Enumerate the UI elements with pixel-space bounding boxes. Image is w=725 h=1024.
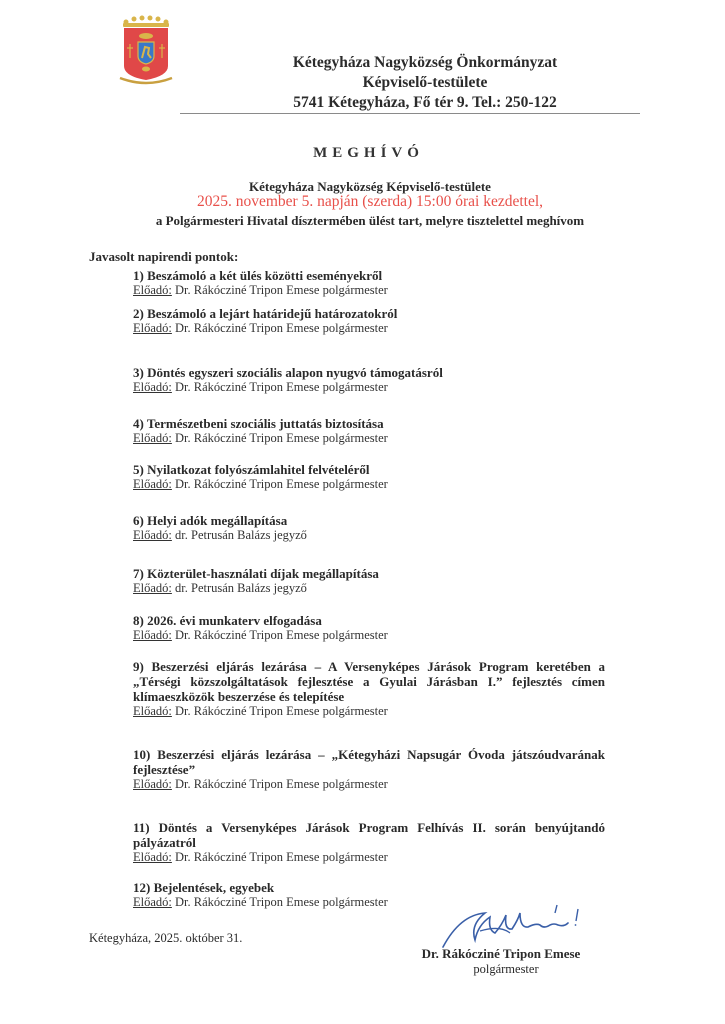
presenter-name: Dr. Rákócziné Tripon Emese polgármester: [175, 895, 388, 909]
presenter-label: Előadó:: [133, 895, 172, 909]
intro-venue: a Polgármesteri Hivatal dísztermében ülést tart, melyre tisztelettel meghívom: [155, 213, 585, 228]
agenda-item: [133, 268, 605, 298]
presenter-label: Előadó:: [133, 628, 172, 642]
presenter-name: dr. Petrusán Balázs jegyző: [175, 528, 307, 542]
place-date: Kétegyháza, 2025. október 31.: [89, 931, 243, 945]
document-title: MEGHÍVÓ: [313, 145, 424, 161]
presenter-name: Dr. Rákócziné Tripon Emese polgármester: [175, 704, 388, 718]
agenda-item: [133, 462, 605, 492]
agenda-item-presenter: [133, 704, 605, 719]
presenter-label: Előadó:: [133, 431, 172, 445]
signer-name: Dr. Rákócziné Tripon Emese: [421, 946, 581, 961]
agenda-item-presenter: [133, 380, 605, 395]
presenter-name: Dr. Rákócziné Tripon Emese polgármester: [175, 477, 388, 491]
agenda-item: [133, 513, 605, 543]
agenda-label: Javasolt napirendi pontok:: [89, 249, 239, 264]
agenda-item: [133, 306, 605, 336]
agenda-item-title: 7) Közterület-használati díjak megállapítása: [133, 566, 379, 581]
agenda-item-title: 5) Nyilatkozat folyószámlahitel felvételéről: [133, 462, 370, 477]
presenter-name: Dr. Rákócziné Tripon Emese polgármester: [175, 431, 388, 445]
agenda-item-title: 2) Beszámoló a lejárt határidejű határozatokról: [133, 306, 398, 321]
presenter-name: Dr. Rákócziné Tripon Emese polgármester: [175, 628, 388, 642]
agenda-item: [133, 659, 605, 719]
agenda-item-title: 11) Döntés a Versenyképes Járások Program Felhívás II. során benyújtandó pályázatról: [133, 820, 605, 850]
presenter-name: Dr. Rákócziné Tripon Emese polgármester: [175, 380, 388, 394]
agenda-item-presenter: [133, 283, 605, 298]
presenter-name: Dr. Rákócziné Tripon Emese polgármester: [175, 321, 388, 335]
presenter-label: Előadó:: [133, 380, 172, 394]
presenter-name: Dr. Rákócziné Tripon Emese polgármester: [175, 850, 388, 864]
agenda-item-title: 9) Beszerzési eljárás lezárása – A Versenyképes Járások Program keretében a „Térségi közszolgáltatások fejlesztése a Gyulai Járásban I.” fejlesztés címen klímaeszközök beszerzése és telepítése: [133, 659, 605, 704]
meeting-datetime: 2025. november 5. napján (szerda) 15:00 órai kezdettel,: [196, 193, 544, 210]
presenter-label: Előadó:: [133, 581, 172, 595]
agenda-item-title: 12) Bejelentések, egyebek: [133, 880, 275, 895]
presenter-label: Előadó:: [133, 528, 172, 542]
agenda-item-title: 6) Helyi adók megállapítása: [133, 513, 288, 528]
presenter-name: Dr. Rákócziné Tripon Emese polgármester: [175, 283, 388, 297]
presenter-label: Előadó:: [133, 850, 172, 864]
agenda-item-title: 8) 2026. évi munkaterv elfogadása: [133, 613, 322, 628]
agenda-item-presenter: [133, 477, 605, 492]
header-divider: [180, 113, 640, 114]
agenda-item: [133, 613, 605, 643]
agenda-item-title: 1) Beszámoló a két ülés közötti eseményekről: [133, 268, 383, 283]
agenda-item-presenter: [133, 628, 605, 643]
agenda-item-presenter: [133, 431, 605, 446]
handwritten-signature-icon: [440, 895, 590, 950]
org-name: Kétegyháza Nagyközség Önkormányzat: [292, 54, 558, 71]
agenda-item-presenter: [133, 321, 605, 336]
agenda-item: [133, 365, 605, 395]
presenter-label: Előadó:: [133, 321, 172, 335]
presenter-label: Előadó:: [133, 704, 172, 718]
presenter-name: Dr. Rákócziné Tripon Emese polgármester: [175, 777, 388, 791]
agenda-item: [133, 747, 605, 792]
agenda-item: [133, 416, 605, 446]
presenter-name: dr. Petrusán Balázs jegyző: [175, 581, 307, 595]
agenda-item-presenter: [133, 528, 605, 543]
presenter-label: Előadó:: [133, 477, 172, 491]
org-address: 5741 Kétegyháza, Fő tér 9. Tel.: 250-122: [293, 94, 557, 111]
agenda-item-presenter: [133, 850, 605, 865]
intro-body: Kétegyháza Nagyközség Képviselő-testülete: [249, 179, 491, 194]
agenda-item-title: 3) Döntés egyszeri szociális alapon nyugvó támogatásról: [133, 365, 443, 380]
agenda-item-presenter: [133, 777, 605, 792]
agenda-item-title: 4) Természetbeni szociális juttatás biztosítása: [133, 416, 384, 431]
coat-of-arms-icon: [118, 14, 174, 88]
org-body: Képviselő-testülete: [362, 74, 488, 91]
presenter-label: Előadó:: [133, 777, 172, 791]
presenter-label: Előadó:: [133, 283, 172, 297]
signer-title: polgármester: [473, 962, 539, 976]
agenda-item: [133, 820, 605, 865]
agenda-item-presenter: [133, 581, 605, 596]
agenda-item: [133, 566, 605, 596]
agenda-item-title: 10) Beszerzési eljárás lezárása – „Kétegyházi Napsugár Óvoda játszóudvarának fejlesztése”: [133, 747, 605, 777]
